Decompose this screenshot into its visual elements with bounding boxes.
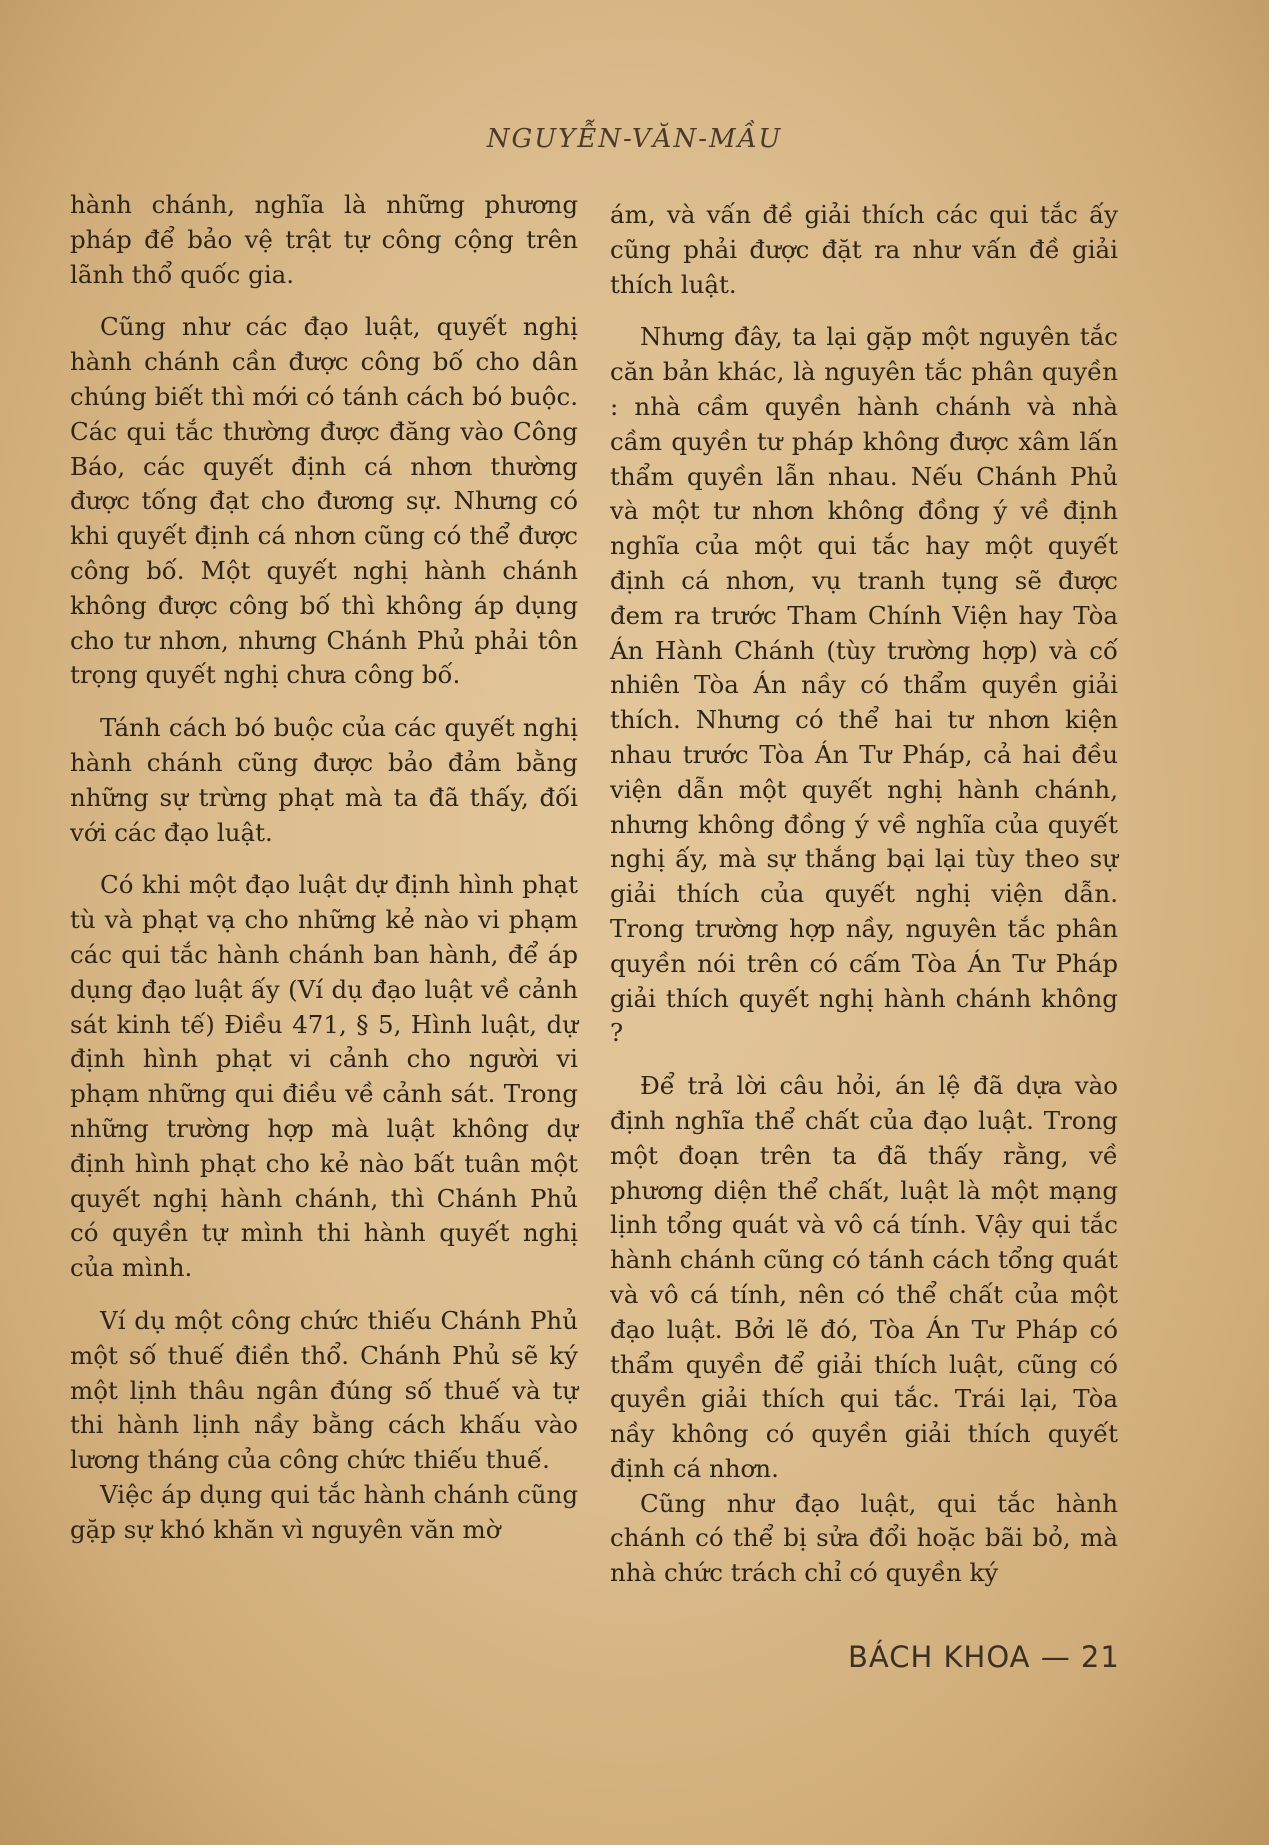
left-column — [70, 188, 578, 1547]
paragraph: Ví dụ một công chức thiếu Chánh Phủ một số thuế điền thổ. Chánh Phủ sẽ ký một lịnh thâu ngân đúng số thuế và tự thi hành lịnh nầy bằng cách khấu vào lương tháng của công chức thiếu thuế. — [70, 1305, 578, 1475]
paragraph: ám, và vấn đề giải thích các qui tắc ấy cũng phải được đặt ra như vấn đề giải thích luật. — [610, 200, 1118, 299]
paragraph: Việc áp dụng qui tắc hành chánh cũng gặp sự khó khăn vì nguyên văn mờ — [70, 1479, 578, 1544]
paragraph: hành chánh, nghĩa là những phương pháp để bảo vệ trật tự công cộng trên lãnh thổ quốc gia. — [70, 190, 578, 289]
paragraph: Cũng như đạo luật, qui tắc hành chánh có thể bị sửa đổi hoặc bãi bỏ, mà nhà chức trách chỉ có quyền ký — [610, 1488, 1118, 1588]
paragraph: Nhưng đây, ta lại gặp một nguyên tắc căn bản khác, là nguyên tắc phân quyền : nhà cầm quyền hành chánh và nhà cầm quyền tư pháp không được xâm lấn thẩm quyền lẫn nhau. Nếu Chánh Phủ và một tư nhơn không đồng ý về định nghĩa của một qui tắc hay một quyết định cá nhơn, vụ tranh tụng sẽ được đem ra trước Tham Chính Viện hay Tòa Án Hành Chánh (tùy trường hợp) và cố nhiên Tòa Án nầy có thẩm quyền giải thích. Nhưng có thể hai tư nhơn kiện nhau trước Tòa Án Tư Pháp, cả hai đều viện dẫn một quyết nghị hành chánh, nhưng không đồng ý về nghĩa của quyết nghị ấy, mà sự thắng bại lại tùy theo sự giải thích của quyết nghị viện dẫn. Trong trường hợp nầy, nguyên tắc phân quyền nói trên có cấm Tòa Án Tư Pháp giải thích quyết nghị hành chánh không ? — [610, 322, 1118, 1048]
paragraph: Có khi một đạo luật dự định hình phạt tù và phạt vạ cho những kẻ nào vi phạm các qui tắc hành chánh ban hành, để áp dụng đạo luật ấy (Ví dụ đạo luật về cảnh sát kinh tế) Điều 471, § 5, Hình luật, dự định hình phạt vi cảnh cho người vi phạm những qui điều về cảnh sát. Trong những trường hợp mà luật không dự định hình phạt cho kẻ nào bất tuân một quyết nghị hành chánh, thì Chánh Phủ có quyền tự mình thi hành quyết nghị của mình. — [70, 870, 578, 1283]
running-header: NGUYỄN-VĂN-MẦU — [486, 124, 783, 154]
right-column — [610, 198, 1118, 1591]
paragraph: Cũng như các đạo luật, quyết nghị hành chánh cần được công bố cho dân chúng biết thì mới có tánh cách bó buộc. Các qui tắc thường được đăng vào Công Báo, các quyết định cá nhơn thường được tống đạt cho đương sự. Nhưng có khi quyết định cá nhơn cũng có thể được công bố. Một quyết nghị hành chánh không được công bố thì không áp dụng cho tư nhơn, nhưng Chánh Phủ phải tôn trọng quyết nghị chưa công bố. — [70, 312, 578, 690]
paragraph: Để trả lời câu hỏi, án lệ đã dựa vào định nghĩa thể chất của đạo luật. Trong một đoạn trên ta đã thấy rằng, về phương diện thể chất, luật là một mạng lịnh tổng quát và vô cá tính. Vậy qui tắc hành chánh cũng có tánh cách tổng quát và vô cá tính, nên có thể chất của một đạo luật. Bởi lẽ đó, Tòa Án Tư Pháp có thẩm quyền để giải thích luật, cũng có quyền giải thích qui tắc. Trái lại, Tòa nầy không có quyền giải thích quyết định cá nhơn. — [610, 1071, 1118, 1483]
paragraph: Tánh cách bó buộc của các quyết nghị hành chánh cũng được bảo đảm bằng những sự trừng phạt mà ta đã thấy, đối với các đạo luật. — [70, 713, 578, 847]
page-footer: BÁCH KHOA — 21 — [848, 1640, 1120, 1674]
